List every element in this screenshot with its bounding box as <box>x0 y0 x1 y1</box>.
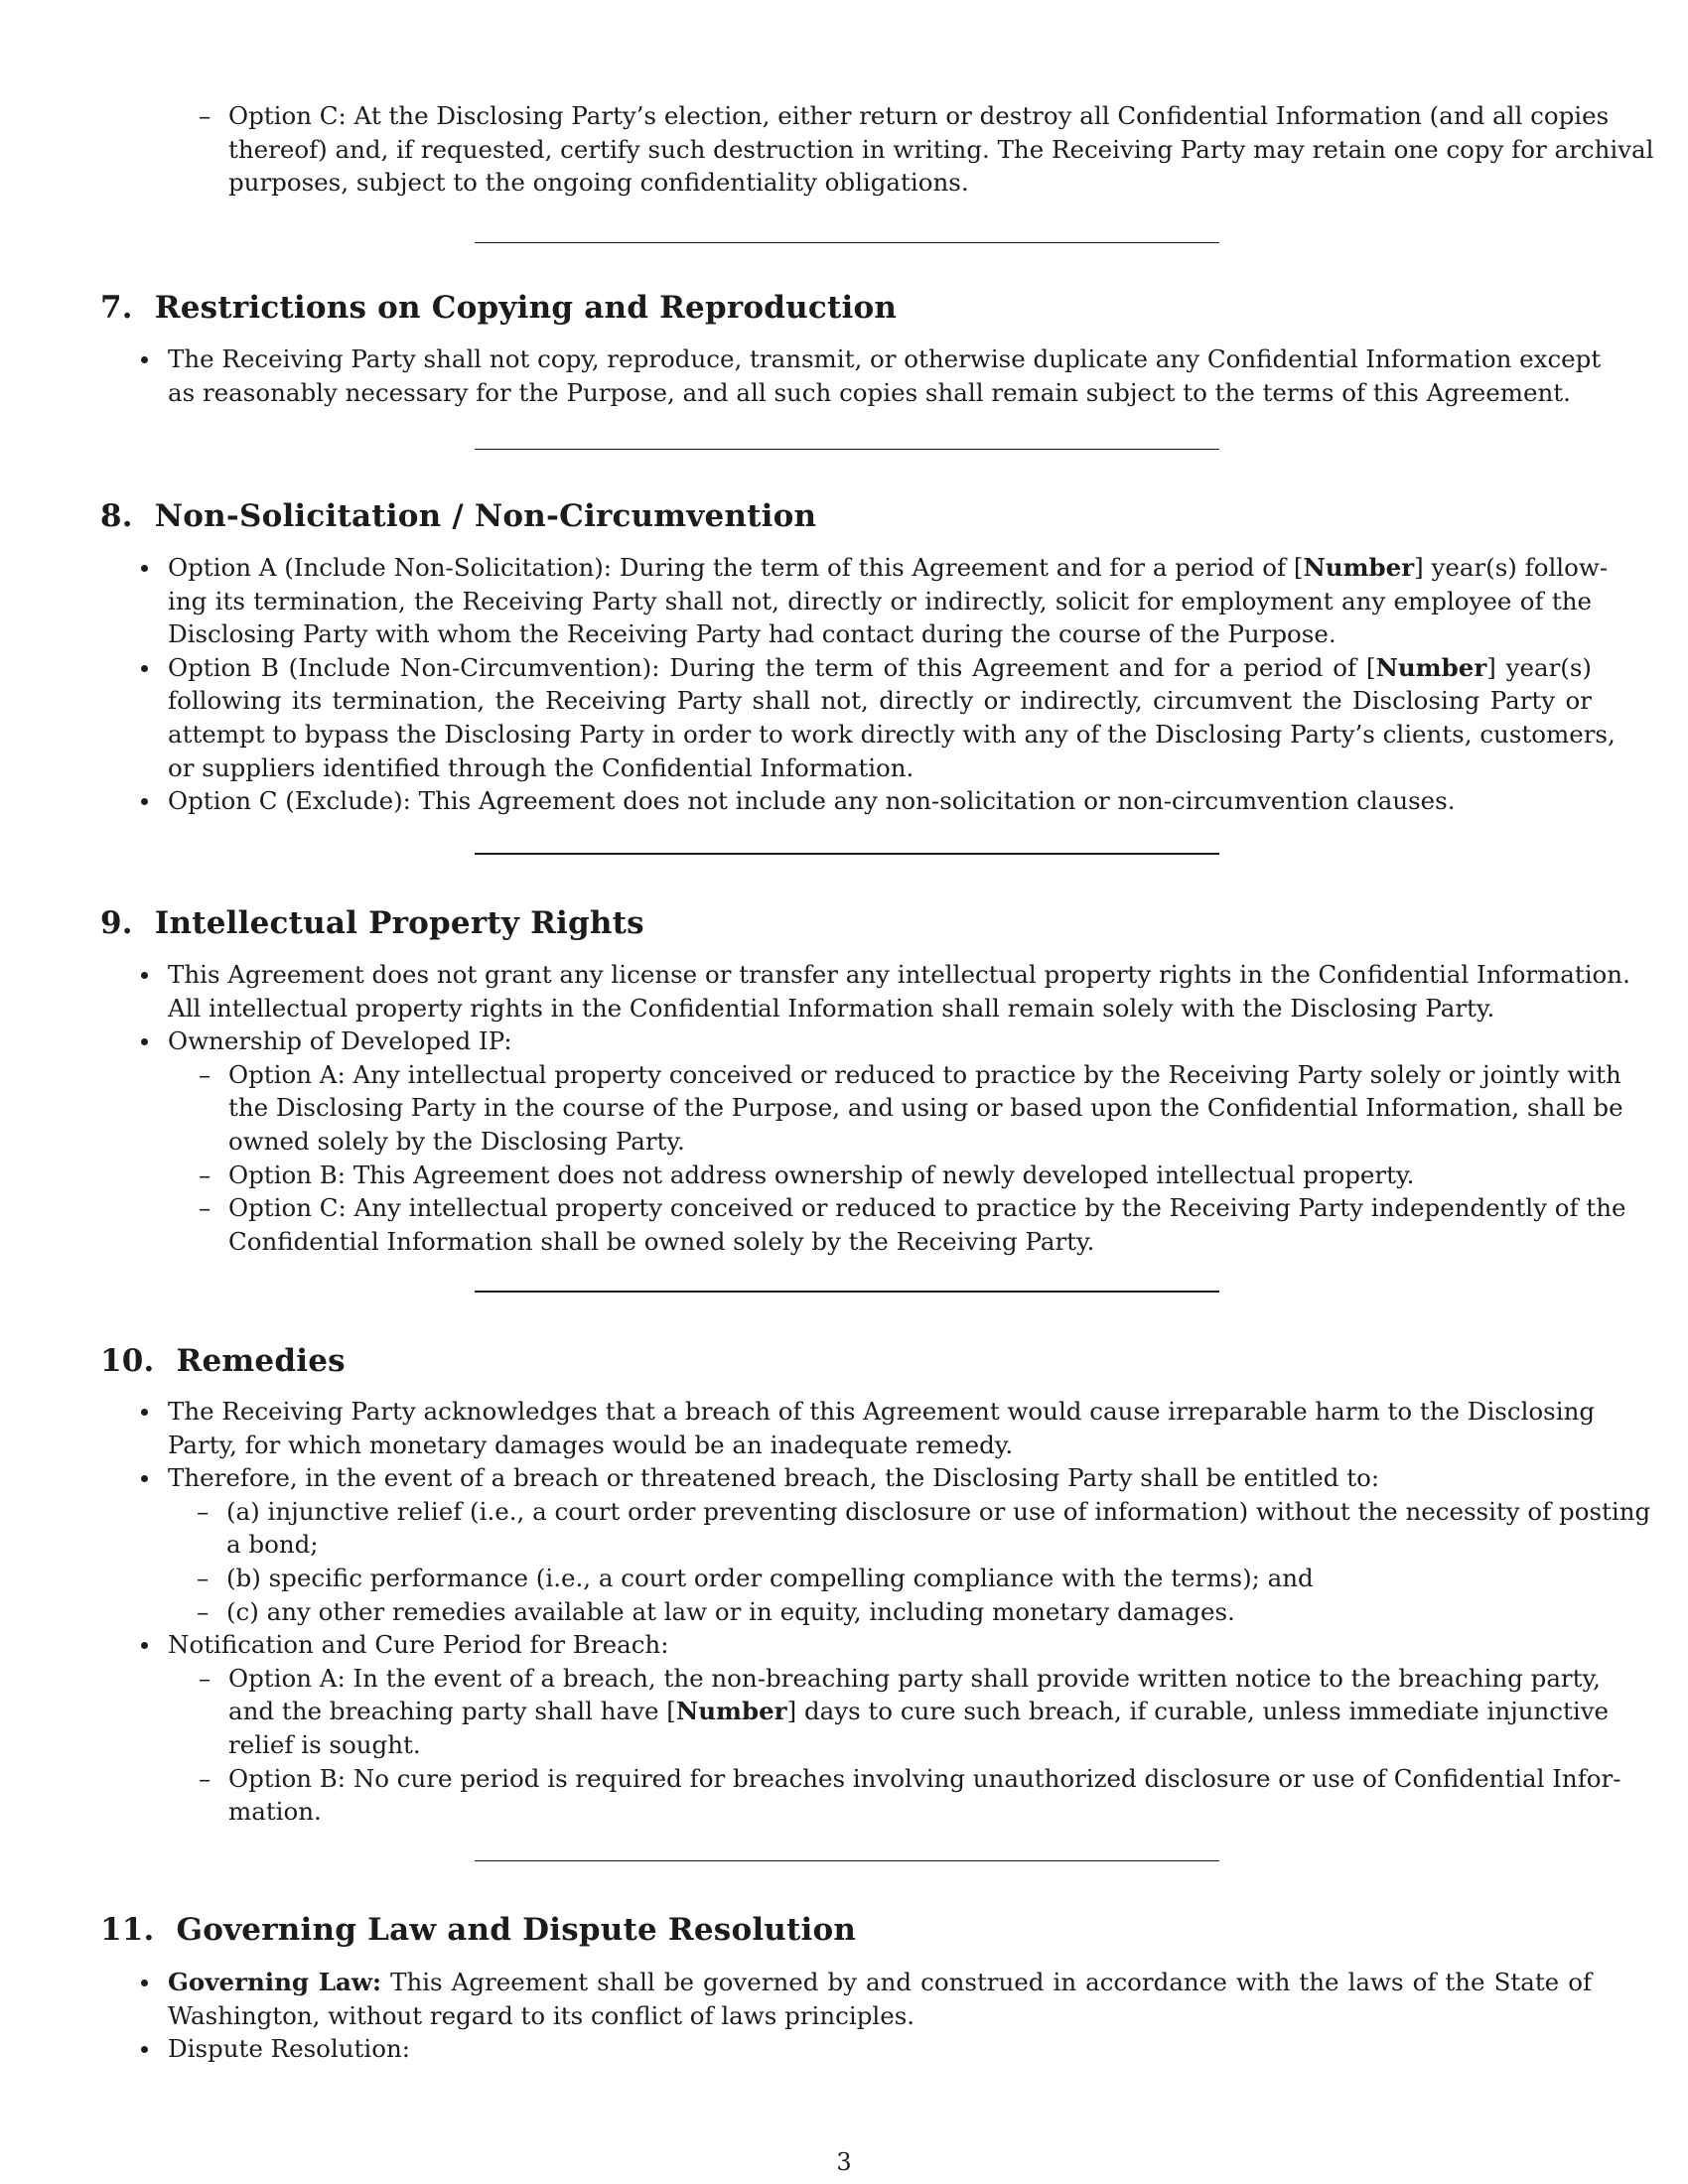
text-line: Option A: Any intellectual property conceived or reduced to practice by the Receiving Party solely or jointly with <box>228 1059 1621 1089</box>
remedy-c <box>197 1595 1590 1629</box>
text-line: owned solely by the Disclosing Party. <box>228 1126 685 1156</box>
remedy-b <box>197 1562 1590 1595</box>
text-line: (c) any other remedies available at law or in equity, including monetary damages. <box>226 1596 1235 1626</box>
option-b-item: Option B (Include Non-Circumvention): During the term of this Agreement and for a period of [Number] year(s) following its termination, the Receiving Party shall not, directly or indirectly, circumvent the Disclosing Party or attempt to bypass the Disclosing Party in order to work directly with any of the Disclosing Party’s clients, customers, or suppliers identified through the Confidential Information. <box>168 651 1592 784</box>
section-divider <box>475 242 1219 243</box>
dash-marker: – <box>199 1763 211 1793</box>
section-7-bullet <box>0 342 1688 409</box>
section-divider <box>475 449 1219 450</box>
section-divider <box>475 1860 1219 1861</box>
cure-option-b <box>199 1762 1621 1829</box>
dash-marker: – <box>197 1563 210 1592</box>
text-line: a bond; <box>226 1530 319 1560</box>
text-line: Washington, without regard to its conflict of laws principles. <box>168 2000 915 2030</box>
ownership-option-a <box>199 1058 1623 1159</box>
dash-marker: – <box>199 1160 211 1189</box>
section-11-heading: 11. Governing Law and Dispute Resolution <box>100 1912 857 1948</box>
section-11-list <box>0 1966 1688 2066</box>
text-line: Notification and Cure Period for Breach: <box>168 1630 669 1660</box>
bullet-marker <box>141 665 148 672</box>
bullet-marker <box>141 1642 148 1649</box>
text-line: as reasonably necessary for the Purpose, and all such copies shall remain subject to the terms of this Agreement. <box>168 377 1571 407</box>
dash-marker: – <box>199 1193 211 1223</box>
bullet-marker <box>141 2046 148 2053</box>
text-line: Party, for which monetary damages would be an inadequate remedy. <box>168 1430 1014 1459</box>
bullet-marker <box>141 356 148 363</box>
section-8-heading: 8. Non-Solicitation / Non-Circumvention <box>100 498 817 534</box>
bullet-marker <box>141 1475 148 1482</box>
text-line: or suppliers identified through the Confidential Information. <box>168 752 914 782</box>
text-line: ing its termination, the Receiving Party shall not, directly or indirectly, solicit for employment any employee of the <box>168 586 1592 615</box>
section-10-heading: 10. Remedies <box>100 1343 346 1379</box>
text-line: Dispute Resolution: <box>168 2034 410 2064</box>
dash-marker: – <box>199 1663 211 1693</box>
text-line: Option C: Any intellectual property conceived or reduced to practice by the Receiving Party independently of the <box>228 1193 1626 1223</box>
section-8-list <box>0 551 1688 818</box>
text-line: Option C (Exclude): This Agreement does not include any non-solicitation or non-circumvention clauses. <box>168 786 1456 816</box>
ownership-item <box>168 1024 1592 1058</box>
ownership-option-b <box>199 1159 1592 1192</box>
ownership-option-c <box>199 1191 1626 1258</box>
section-10-list <box>0 1395 1688 1829</box>
dash-marker: – <box>199 101 211 130</box>
page-number: 3 <box>836 2148 852 2176</box>
dash-marker: – <box>197 1496 210 1526</box>
text-line: relief is sought. <box>228 1729 421 1759</box>
section-divider <box>475 1291 1219 1293</box>
dash-marker: – <box>199 1059 211 1089</box>
cure-option-a: – Option A: In the event of a breach, the non-breaching party shall provide written notice to the breaching party, and the breaching party shall have [Number] days to cure such breach, if curable, unless immediate injunctive relief is sought. <box>228 1662 1592 1762</box>
text-line: Ownership of Developed IP: <box>168 1026 512 1056</box>
text-line: (a) injunctive relief (i.e., a court order preventing disclosure or use of information) without the necessity of posting <box>226 1496 1651 1526</box>
ip-grant-item <box>168 958 1630 1024</box>
text-line: Confidential Information shall be owned solely by the Receiving Party. <box>228 1226 1095 1256</box>
bullet-marker <box>141 565 148 572</box>
text-line: Option B: No cure period is required for breaches involving unauthorized disclosure or use of Confidential Infor- <box>228 1763 1621 1793</box>
bullet-marker <box>141 1979 148 1986</box>
text-line: Therefore, in the event of a breach or threatened breach, the Disclosing Party shall be entitled to: <box>168 1463 1380 1493</box>
bullet-marker <box>141 1409 148 1416</box>
text-line: The Receiving Party acknowledges that a breach of this Agreement would cause irreparable harm to the Disclosing <box>168 1397 1596 1426</box>
section-7-heading: 7. Restrictions on Copying and Reproduction <box>100 290 898 326</box>
text-line: This Agreement does not grant any license or transfer any intellectual property rights in the Confidential Information. <box>168 960 1630 989</box>
text-line: Option C: At the Disclosing Party’s election, either return or destroy all Confidential Information (and all copies <box>228 101 1610 130</box>
cure-period-item <box>168 1628 1592 1662</box>
bullet-marker <box>141 798 148 805</box>
governing-law-item: Governing Law: This Agreement shall be governed by and construed in accordance with the laws of the State of Washington, without regard to its conflict of laws principles. <box>168 1966 1592 2032</box>
option-c-item <box>168 784 1592 818</box>
text-line: thereof) and, if requested, certify such destruction in writing. The Receiving Party may retain one copy for archival <box>228 134 1654 164</box>
section-9-list <box>0 958 1688 1258</box>
text-line: Disclosing Party with whom the Receiving Party had contact during the course of the Purpose. <box>168 619 1336 649</box>
text-line: (b) specific performance (i.e., a court order compelling compliance with the terms); and <box>226 1563 1314 1592</box>
dash-marker: – <box>197 1596 210 1626</box>
text-line: following its termination, the Receiving Party shall not, directly or indirectly, circumvent the Disclosing Party or <box>168 686 1592 716</box>
governing-law-label: Governing Law: <box>168 1968 382 1996</box>
text-line: purposes, subject to the ongoing confidentiality obligations. <box>228 168 969 198</box>
text-line: attempt to bypass the Disclosing Party in order to work directly with any of the Disclosing Party’s clients, customers, <box>168 719 1616 749</box>
dispute-resolution-item <box>168 2032 1592 2066</box>
bullet-marker <box>141 1038 148 1045</box>
bullet-marker <box>141 972 148 979</box>
text-line: Option A: In the event of a breach, the non-breaching party shall provide written notice to the breaching party, <box>228 1663 1601 1693</box>
text-line: Option B: This Agreement does not address ownership of newly developed intellectual property. <box>228 1160 1415 1189</box>
section-9-heading: 9. Intellectual Property Rights <box>100 905 644 941</box>
section-6-option-c <box>0 99 1688 200</box>
text-line: All intellectual property rights in the Confidential Information shall remain solely with the Disclosing Party. <box>168 993 1495 1023</box>
text-line: mation. <box>228 1797 322 1827</box>
remedy-a <box>197 1495 1651 1562</box>
text-line: The Receiving Party shall not copy, reproduce, transmit, or otherwise duplicate any Confidential Information except <box>168 344 1602 373</box>
text-line: the Disclosing Party in the course of the Purpose, and using or based upon the Confidential Information, shall be <box>228 1093 1623 1123</box>
option-a-item: Option A (Include Non-Solicitation): During the term of this Agreement and for a period of [Number] year(s) follow- ing its termination, the Receiving Party shall not, directly or indirectly, solicit for employment any employee of the Disclosing Party with whom the Receiving Party had contact during the course of the Purpose. <box>168 551 1592 651</box>
entitlement-item <box>168 1461 1592 1495</box>
harm-item <box>168 1395 1596 1461</box>
section-divider <box>475 853 1219 855</box>
